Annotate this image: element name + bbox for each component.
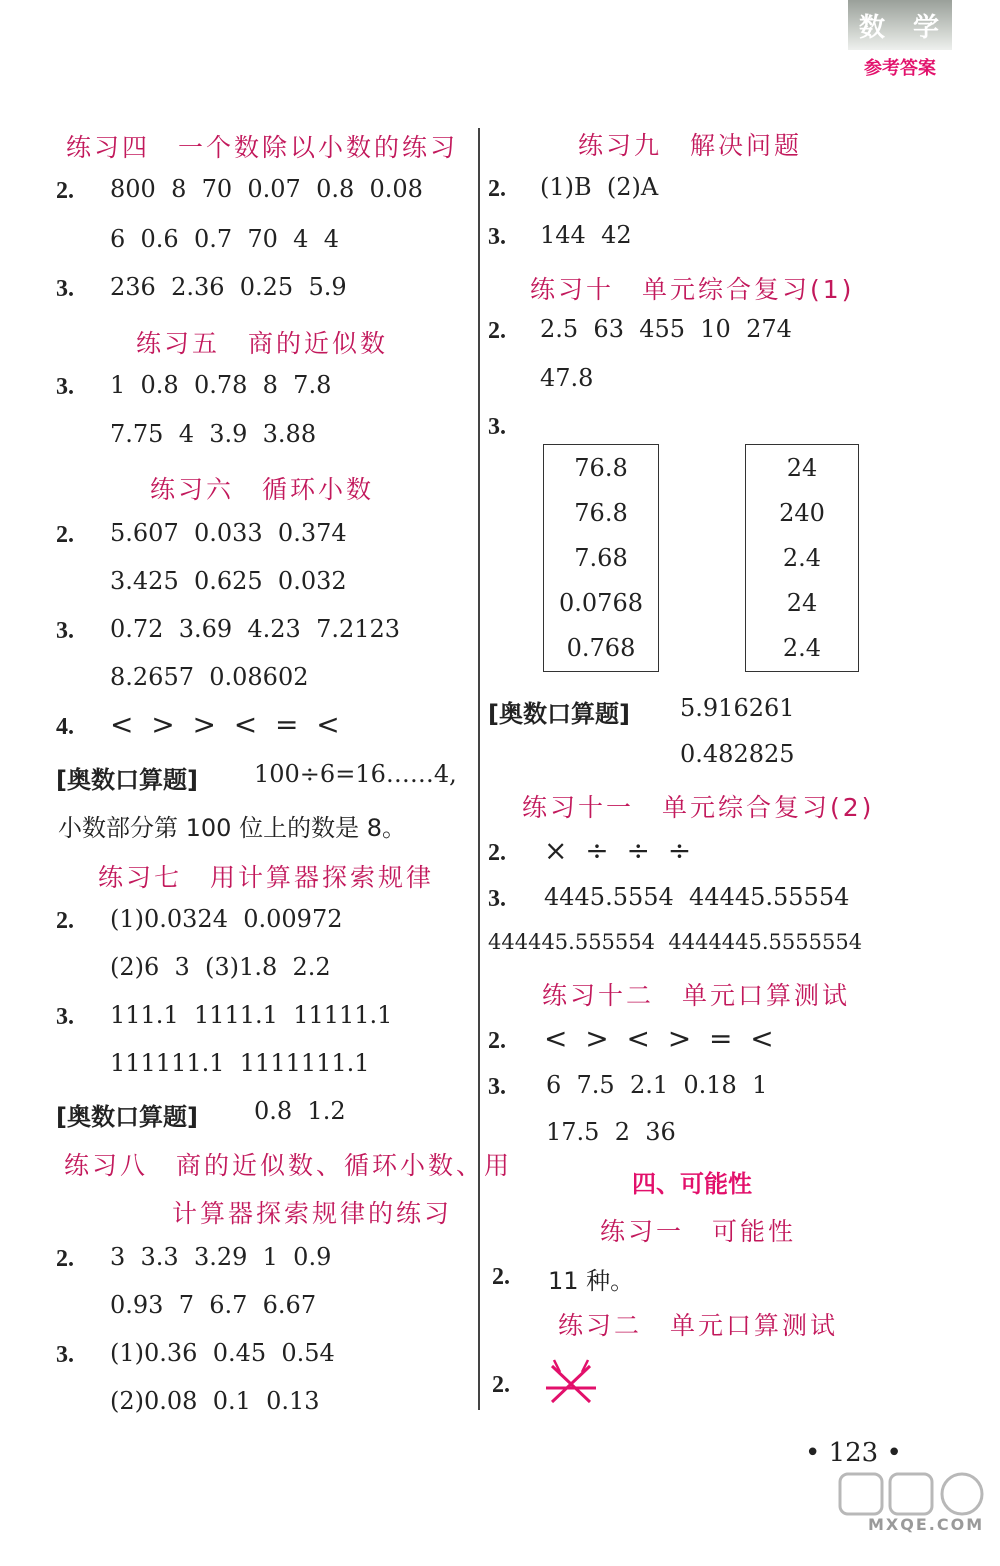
bonus-answer-2: 0.482825 [680, 740, 795, 768]
question-number: 3. [488, 886, 506, 912]
section-title-7: 练习七 用计算器探索规律 [98, 863, 435, 892]
answer-line: 6 0.6 0.7 70 4 4 [110, 225, 339, 253]
answer-line: 47.8 [540, 364, 594, 392]
question-number: 2. [492, 1264, 510, 1290]
question-number: 4. [56, 714, 74, 740]
question-number: 3. [488, 414, 506, 440]
answer-box-left [543, 444, 659, 672]
question-number: 3. [56, 1342, 74, 1368]
answer-line: 6 7.5 2.1 0.18 1 [546, 1071, 768, 1099]
answer-line: 5.607 0.033 0.374 [110, 519, 347, 547]
answer-line: 0.93 7 6.7 6.67 [110, 1291, 317, 1319]
answer-line: (1)B (2)A [540, 173, 659, 201]
answer-line: 444445.555554 4444445.5555554 [488, 930, 863, 954]
question-number: 2. [492, 1372, 510, 1398]
question-number: 2. [488, 176, 506, 202]
question-number: 3. [56, 374, 74, 400]
chapter-title: 四、可能性 [632, 1170, 752, 1198]
section-title-11: 练习十一 单元综合复习(2) [522, 793, 875, 822]
section-title-8-cont: 计算器探索规律的练习 [172, 1199, 453, 1228]
answer-line: (2)0.08 0.1 0.13 [110, 1387, 320, 1415]
answer-line: 111111.1 1111111.1 [110, 1049, 370, 1077]
bonus-label: [奥数口算题] [56, 1103, 198, 1131]
answer-line: 2.5 63 455 10 274 [540, 315, 792, 343]
section-title-p1: 练习一 可能性 [600, 1217, 797, 1246]
section-title-9: 练习九 解决问题 [578, 131, 803, 160]
handwritten-cross-mark [540, 1352, 600, 1412]
box-value: 2.4 [782, 634, 822, 663]
box-value: 24 [786, 453, 818, 482]
answer-line: 144 42 [540, 221, 632, 249]
section-title-8: 练习八 商的近似数、循环小数、用 [64, 1151, 513, 1180]
question-number: 2. [56, 522, 74, 548]
box-value: 76.8 [574, 498, 628, 527]
question-number: 3. [488, 1074, 506, 1100]
answer-line: 800 8 70 0.07 0.8 0.08 [110, 175, 423, 203]
answer-line: (1)0.36 0.45 0.54 [110, 1339, 335, 1367]
answer-line: 3 3.3 3.29 1 0.9 [110, 1243, 332, 1271]
answer-line: × ÷ ÷ ÷ [544, 834, 692, 867]
bonus-answer: 5.916261 [680, 694, 795, 722]
page-number: • 123 • [805, 1438, 902, 1468]
question-number: 2. [56, 178, 74, 204]
answer-line: 7.75 4 3.9 3.88 [110, 420, 317, 448]
answer-line: 236 2.36 0.25 5.9 [110, 273, 347, 301]
watermark-logo [838, 1468, 988, 1518]
question-number: 3. [56, 1004, 74, 1030]
bonus-answer: 100÷6=16……4, [254, 760, 457, 788]
bonus-label: [奥数口算题] [56, 766, 198, 794]
box-value: 0.768 [566, 634, 636, 663]
section-title-10: 练习十 单元综合复习(1) [530, 275, 855, 304]
answer-line: 8.2657 0.08602 [110, 663, 309, 691]
section-title-12: 练习十二 单元口算测试 [542, 981, 851, 1010]
answer-box-right [745, 444, 859, 672]
answer-line: 4445.5554 44445.55554 [544, 883, 850, 911]
section-title-4: 练习四 一个数除以小数的练习 [66, 133, 459, 162]
subject-tab [848, 0, 952, 50]
answer-line: < > > < = < [110, 708, 340, 741]
answer-line: 11 种。 [548, 1267, 635, 1295]
bonus-answer-cont: 小数部分第 100 位上的数是 8。 [58, 814, 406, 842]
subject-char-1: 数 [858, 12, 887, 43]
box-value: 240 [779, 498, 825, 527]
answer-line: (2)6 3 (3)1.8 2.2 [110, 953, 331, 981]
answer-line: 17.5 2 36 [546, 1118, 676, 1146]
box-value: 7.68 [574, 543, 628, 572]
question-number: 3. [56, 618, 74, 644]
column-divider [478, 128, 480, 1410]
question-number: 3. [488, 224, 506, 250]
question-number: 2. [56, 1246, 74, 1272]
answer-line: 3.425 0.625 0.032 [110, 567, 347, 595]
section-title-6: 练习六 循环小数 [150, 475, 375, 504]
box-value: 24 [786, 589, 818, 618]
box-value: 0.0768 [559, 589, 643, 618]
box-value: 76.8 [574, 453, 628, 482]
watermark-text: MXQE.COM [868, 1515, 985, 1534]
question-number: 2. [488, 318, 506, 344]
bonus-label: [奥数口算题] [488, 700, 630, 728]
subject-char-2: 学 [913, 12, 942, 43]
question-number: 2. [488, 840, 506, 866]
section-title-p2: 练习二 单元口算测试 [558, 1311, 839, 1340]
answer-line: (1)0.0324 0.00972 [110, 905, 343, 933]
answer-line: < > < > = < [544, 1022, 774, 1055]
bonus-answer: 0.8 1.2 [254, 1097, 346, 1125]
question-number: 2. [56, 908, 74, 934]
question-number: 3. [56, 276, 74, 302]
box-value: 2.4 [782, 543, 822, 572]
answer-line: 111.1 1111.1 11111.1 [110, 1001, 393, 1029]
answer-line: 0.72 3.69 4.23 7.2123 [110, 615, 401, 643]
section-title-5: 练习五 商的近似数 [136, 329, 389, 358]
answer-key-caption: 参考答案 [864, 58, 936, 79]
answer-line: 1 0.8 0.78 8 7.8 [110, 371, 332, 399]
question-number: 2. [488, 1028, 506, 1054]
